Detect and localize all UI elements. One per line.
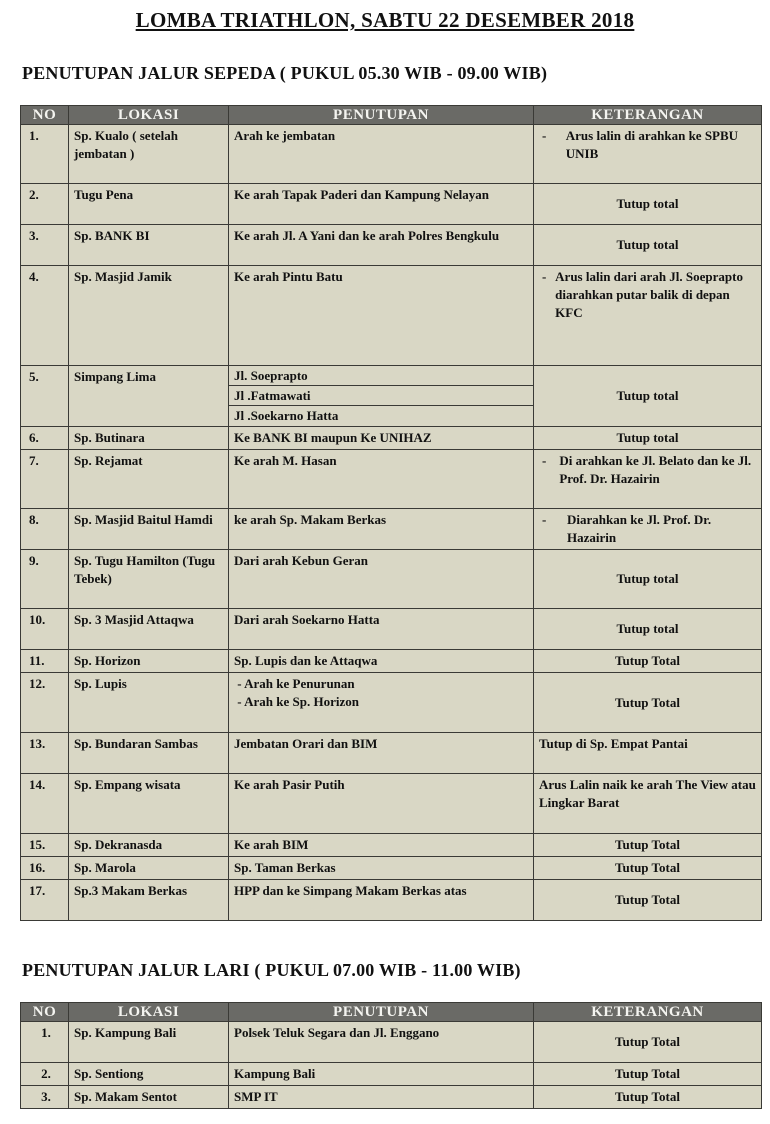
cell-keterangan: Tutup total xyxy=(534,366,762,427)
penutupan-item: Jl .Soekarno Hatta xyxy=(234,408,339,423)
table-row xyxy=(21,366,762,427)
cell-keterangan: Tutup total xyxy=(534,427,762,450)
cell-keterangan: - Di arahkan ke Jl. Belato dan ke Jl. Prof. Dr. Hazairin xyxy=(534,450,762,509)
table-row xyxy=(21,1063,762,1086)
penutupan-item: Jl. Soeprapto xyxy=(229,366,533,386)
cell-penutupan: Ke arah Pintu Batu xyxy=(229,266,534,366)
table-row xyxy=(21,509,762,550)
cell-keterangan: Tutup Total xyxy=(534,880,762,921)
header-keterangan: KETERANGAN xyxy=(534,1003,762,1022)
cell-lokasi: Sp. Butinara xyxy=(69,427,229,450)
keterangan-text: Di arahkan ke Jl. Belato dan ke Jl. Prof. Dr. Hazairin xyxy=(559,453,752,486)
penutupan-item: - Arah ke Sp. Horizon xyxy=(234,694,359,709)
cell-keterangan: Tutup total xyxy=(534,184,762,225)
table-row xyxy=(21,1086,762,1109)
cell-lokasi: Sp. Empang wisata xyxy=(69,774,229,834)
keterangan-text: Diarahkan ke Jl. Prof. Dr. Hazairin xyxy=(567,512,712,545)
cell-lokasi: Sp. Rejamat xyxy=(69,450,229,509)
cell-no: 6. xyxy=(21,427,69,450)
cell-lokasi: Sp. Tugu Hamilton (Tugu Tebek) xyxy=(69,550,229,609)
table-header-row xyxy=(21,106,762,125)
cell-keterangan: Tutup total xyxy=(534,550,762,609)
table-row xyxy=(21,650,762,673)
cell-keterangan: Tutup total xyxy=(534,225,762,266)
cell-no: 14. xyxy=(21,774,69,834)
cell-lokasi: Sp. Lupis xyxy=(69,673,229,733)
cell-no: 12. xyxy=(21,673,69,733)
table-jalur-lari xyxy=(20,1002,762,1109)
penutupan-item-text: Arah ke Penurunan xyxy=(244,676,355,691)
table-row xyxy=(21,857,762,880)
cell-penutupan: SMP IT xyxy=(229,1086,534,1109)
cell-penutupan: Kampung Bali xyxy=(229,1063,534,1086)
header-lokasi: LOKASI xyxy=(69,106,229,125)
cell-no: 3. xyxy=(21,1086,69,1109)
cell-lokasi: Sp. Bundaran Sambas xyxy=(69,733,229,774)
cell-penutupan: Ke arah Tapak Paderi dan Kampung Nelayan xyxy=(229,184,534,225)
header-penutupan: PENUTUPAN xyxy=(229,106,534,125)
table-row xyxy=(21,1022,762,1063)
cell-keterangan: Tutup di Sp. Empat Pantai xyxy=(534,733,762,774)
cell-penutupan: Ke BANK BI maupun Ke UNIHAZ xyxy=(229,427,534,450)
cell-penutupan: Sp. Taman Berkas xyxy=(229,857,534,880)
header-no: NO xyxy=(21,1003,69,1022)
cell-lokasi: Sp. BANK BI xyxy=(69,225,229,266)
cell-penutupan: Dari arah Soekarno Hatta xyxy=(229,609,534,650)
cell-no: 8. xyxy=(21,509,69,550)
cell-keterangan: - Arus lalin di arahkan ke SPBU UNIB xyxy=(534,125,762,184)
cell-no: 3. xyxy=(21,225,69,266)
cell-no: 2. xyxy=(21,1063,69,1086)
table-row xyxy=(21,266,762,366)
cell-keterangan: - Diarahkan ke Jl. Prof. Dr. Hazairin xyxy=(534,509,762,550)
cell-lokasi: Sp. Makam Sentot xyxy=(69,1086,229,1109)
keterangan-text: Arus lalin di arahkan ke SPBU UNIB xyxy=(565,128,739,161)
cell-lokasi: Sp. Masjid Jamik xyxy=(69,266,229,366)
table-row xyxy=(21,880,762,921)
cell-penutupan: Sp. Lupis dan ke Attaqwa xyxy=(229,650,534,673)
cell-no: 13. xyxy=(21,733,69,774)
cell-lokasi: Sp. Kampung Bali xyxy=(69,1022,229,1063)
table-row xyxy=(21,673,762,733)
cell-no: 15. xyxy=(21,834,69,857)
cell-lokasi: Sp.3 Makam Berkas xyxy=(69,880,229,921)
table-row xyxy=(21,184,762,225)
cell-keterangan: - Arus lalin dari arah Jl. Soeprapto diarahkan putar balik di depan KFC xyxy=(534,266,762,366)
cell-lokasi: Sp. 3 Masjid Attaqwa xyxy=(69,609,229,650)
table-row xyxy=(21,125,762,184)
header-no: NO xyxy=(21,106,69,125)
cell-no: 16. xyxy=(21,857,69,880)
table-row xyxy=(21,733,762,774)
cell-keterangan: Tutup Total xyxy=(534,834,762,857)
cell-no: 7. xyxy=(21,450,69,509)
cell-lokasi: Sp. Kualo ( setelah jembatan ) xyxy=(69,125,229,184)
cell-no: 5. xyxy=(21,366,69,427)
table-row xyxy=(21,450,762,509)
cell-no: 1. xyxy=(21,125,69,184)
table-row xyxy=(21,774,762,834)
cell-lokasi: Sp. Horizon xyxy=(69,650,229,673)
table-row xyxy=(21,550,762,609)
cell-penutupan: Jembatan Orari dan BIM xyxy=(229,733,534,774)
cell-keterangan: Arus Lalin naik ke arah The View atau Lingkar Barat xyxy=(534,774,762,834)
table-jalur-sepeda xyxy=(20,105,762,921)
cell-penutupan xyxy=(229,673,534,733)
section-heading-sepeda: PENUTUPAN JALUR SEPEDA ( PUKUL 05.30 WIB - 09.00 WIB) xyxy=(22,63,548,83)
penutupan-item: - Arah ke Penurunan xyxy=(234,676,355,691)
cell-penutupan: Ke arah M. Hasan xyxy=(229,450,534,509)
header-penutupan: PENUTUPAN xyxy=(229,1003,534,1022)
cell-no: 9. xyxy=(21,550,69,609)
table-row xyxy=(21,427,762,450)
cell-penutupan: Arah ke jembatan xyxy=(229,125,534,184)
cell-no: 17. xyxy=(21,880,69,921)
table-row xyxy=(21,225,762,266)
header-lokasi: LOKASI xyxy=(69,1003,229,1022)
cell-penutupan: Ke arah Pasir Putih xyxy=(229,774,534,834)
cell-keterangan: Tutup total xyxy=(534,609,762,650)
penutupan-item: Jl .Fatmawati xyxy=(229,386,533,406)
cell-keterangan: Tutup Total xyxy=(534,1063,762,1086)
cell-lokasi: Sp. Sentiong xyxy=(69,1063,229,1086)
cell-lokasi: Sp. Marola xyxy=(69,857,229,880)
header-keterangan: KETERANGAN xyxy=(534,106,762,125)
cell-keterangan: Tutup Total xyxy=(534,1022,762,1063)
table-row xyxy=(21,834,762,857)
cell-no: 4. xyxy=(21,266,69,366)
keterangan-text: Arus lalin dari arah Jl. Soeprapto diarahkan putar balik di depan KFC xyxy=(555,269,743,320)
cell-no: 11. xyxy=(21,650,69,673)
penutupan-item-text: Arah ke Sp. Horizon xyxy=(244,694,359,709)
table-row xyxy=(21,609,762,650)
cell-keterangan: Tutup Total xyxy=(534,857,762,880)
cell-penutupan: Dari arah Kebun Geran xyxy=(229,550,534,609)
cell-penutupan: Ke arah BIM xyxy=(229,834,534,857)
section-heading-lari: PENUTUPAN JALUR LARI ( PUKUL 07.00 WIB - 11.00 WIB) xyxy=(22,960,521,980)
cell-no: 2. xyxy=(21,184,69,225)
cell-penutupan: HPP dan ke Simpang Makam Berkas atas xyxy=(229,880,534,921)
cell-lokasi: Tugu Pena xyxy=(69,184,229,225)
table-header-row xyxy=(21,1003,762,1022)
cell-penutupan: Polsek Teluk Segara dan Jl. Enggano xyxy=(229,1022,534,1063)
cell-keterangan: Tutup Total xyxy=(534,650,762,673)
cell-no: 1. xyxy=(21,1022,69,1063)
cell-lokasi: Sp. Masjid Baitul Hamdi xyxy=(69,509,229,550)
document-title: LOMBA TRIATHLON, SABTU 22 DESEMBER 2018 xyxy=(135,8,635,32)
cell-keterangan: Tutup Total xyxy=(534,673,762,733)
cell-lokasi: Sp. Dekranasda xyxy=(69,834,229,857)
cell-penutupan xyxy=(229,366,534,427)
cell-no: 10. xyxy=(21,609,69,650)
cell-lokasi: Simpang Lima xyxy=(69,366,229,427)
cell-penutupan: Ke arah Jl. A Yani dan ke arah Polres Bengkulu xyxy=(229,225,534,266)
cell-keterangan: Tutup Total xyxy=(534,1086,762,1109)
cell-penutupan: ke arah Sp. Makam Berkas xyxy=(229,509,534,550)
